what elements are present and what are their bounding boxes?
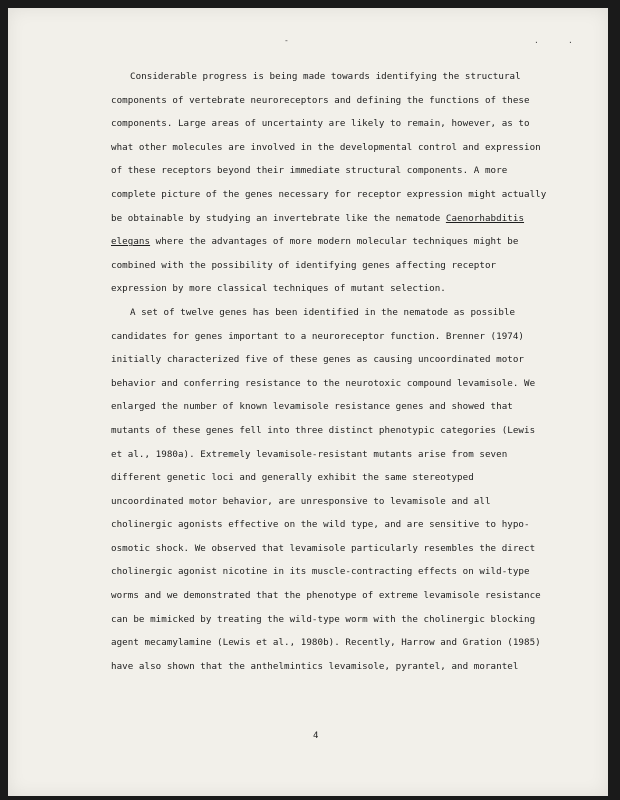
- text-segment: be obtainable by studying an invertebrate like the nematode: [111, 212, 441, 224]
- document-page: [8, 8, 608, 796]
- text-line: of these receptors beyond their immediate structural components. A more: [111, 165, 508, 177]
- scan-mark: .: [534, 36, 539, 45]
- text-line: A set of twelve genes has been identified in the nematode as possible: [130, 306, 516, 318]
- scan-mark: .: [568, 36, 573, 45]
- paragraph-1: [111, 65, 551, 301]
- text-line: expression by more classical techniques of mutant selection.: [111, 283, 446, 295]
- body-text: [111, 65, 551, 678]
- text-line: osmotic shock. We observed that levamisole particularly resembles the direct: [111, 542, 536, 554]
- text-line: complete picture of the genes necessary for receptor expression might actually: [111, 188, 547, 200]
- species-name-genus: Caenorhabditis: [445, 212, 525, 224]
- text-line: uncoordinated motor behavior, are unresponsive to levamisole and all: [111, 495, 491, 507]
- text-line: candidates for genes important to a neuroreceptor function. Brenner (1974): [111, 330, 525, 342]
- text-line: initially characterized five of these genes as causing uncoordinated motor: [111, 354, 525, 366]
- scan-mark: -: [284, 36, 289, 45]
- text-line: cholinergic agonist nicotine in its muscle-contracting effects on wild-type: [111, 566, 530, 578]
- page-number: 4: [313, 731, 319, 741]
- text-line: Considerable progress is being made towards identifying the structural: [130, 71, 521, 82]
- text-segment: where the advantages of more modern molecular techniques might be: [150, 236, 519, 248]
- paragraph-2: [111, 301, 551, 679]
- text-line: agent mecamylamine (Lewis et al., 1980b). Recently, Harrow and Gration (1985): [111, 637, 541, 649]
- text-line: different genetic loci and generally exhibit the same stereotyped: [111, 472, 474, 484]
- text-line: behavior and conferring resistance to the neurotoxic compound levamisole. We: [111, 377, 536, 389]
- text-line: components. Large areas of uncertainty are likely to remain, however, as to: [111, 118, 530, 130]
- text-line: have also shown that the anthelmintics levamisole, pyrantel, and morantel: [111, 660, 519, 672]
- text-line: et al., 1980a). Extremely levamisole-resistant mutants arise from seven: [111, 448, 508, 460]
- text-line: [111, 230, 551, 254]
- species-name-epithet: elegans: [111, 236, 151, 248]
- text-line: mutants of these genes fell into three distinct phenotypic categories (Lewis: [111, 424, 536, 436]
- text-line: combined with the possibility of identifying genes affecting receptor: [111, 259, 497, 271]
- text-line: can be mimicked by treating the wild-type worm with the cholinergic blocking: [111, 613, 536, 625]
- text-line: enlarged the number of known levamisole resistance genes and showed that: [111, 401, 513, 413]
- text-line: what other molecules are involved in the developmental control and expression: [111, 141, 541, 153]
- text-line: [111, 207, 551, 231]
- text-line: worms and we demonstrated that the phenotype of extreme levamisole resistance: [111, 590, 541, 602]
- text-line: cholinergic agonists effective on the wild type, and are sensitive to hypo-: [111, 519, 530, 531]
- text-line: components of vertebrate neuroreceptors and defining the functions of these: [111, 94, 530, 106]
